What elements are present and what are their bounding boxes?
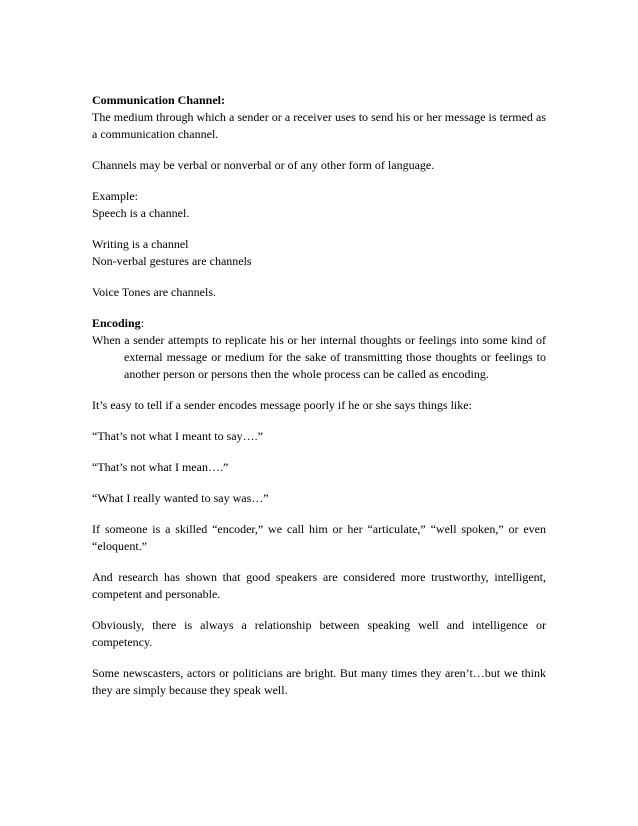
spacer	[92, 301, 546, 315]
spacer	[92, 383, 546, 397]
heading-communication-channel: Communication Channel:	[92, 93, 226, 107]
spacer	[92, 414, 546, 428]
example-voice: Voice Tones are channels.	[92, 285, 217, 299]
spacer	[92, 222, 546, 236]
spacer	[92, 445, 546, 459]
paragraph-channel-definition: The medium through which a sender or a receiver uses to send his or her message is termed as a communication channel.	[92, 110, 546, 141]
paragraph-channel-forms: Channels may be verbal or nonverbal or of any other form of language.	[92, 158, 435, 172]
paragraph-obviously: Obviously, there is always a relationship between speaking well and intelligence or competency.	[92, 618, 546, 649]
paragraph-skilled-encoder: If someone is a skilled “encoder,” we call him or her “articulate,” “well spoken,” or even “eloquent.”	[92, 522, 546, 553]
example-label: Example:	[92, 189, 138, 203]
heading-encoding	[92, 315, 546, 332]
example-nonverbal: Non-verbal gestures are channels	[92, 254, 252, 268]
spacer	[92, 555, 546, 569]
heading-encoding-colon: :	[140, 316, 145, 330]
example-speech: Speech is a channel.	[92, 206, 190, 220]
document-page	[92, 92, 546, 699]
spacer	[92, 174, 546, 188]
spacer	[92, 603, 546, 617]
spacer	[92, 651, 546, 665]
paragraph-research: And research has shown that good speakers are considered more trustworthy, intelligent, competent and personable.	[92, 570, 546, 601]
paragraph-newscasters: Some newscasters, actors or politicians are bright. But many times they aren’t…but we think they are simply because they speak well.	[92, 666, 546, 697]
spacer	[92, 143, 546, 157]
spacer	[92, 476, 546, 490]
paragraph-encoding-definition: When a sender attempts to replicate his or her internal thoughts or feelings into some kind of external message or medium for the sake of transmitting those thoughts or feelings to another person or persons then the whole process can be called as encoding.	[92, 333, 546, 381]
paragraph-easy-to-tell: It’s easy to tell if a sender encodes message poorly if he or she says things like:	[92, 398, 472, 412]
quote-what-i-mean: “That’s not what I mean….”	[92, 460, 229, 474]
quote-meant-to-say: “That’s not what I meant to say….”	[92, 429, 263, 443]
example-writing: Writing is a channel	[92, 237, 189, 251]
heading-encoding-text: Encoding	[92, 316, 141, 330]
spacer	[92, 507, 546, 521]
quote-really-wanted: “What I really wanted to say was…”	[92, 491, 269, 505]
spacer	[92, 270, 546, 284]
